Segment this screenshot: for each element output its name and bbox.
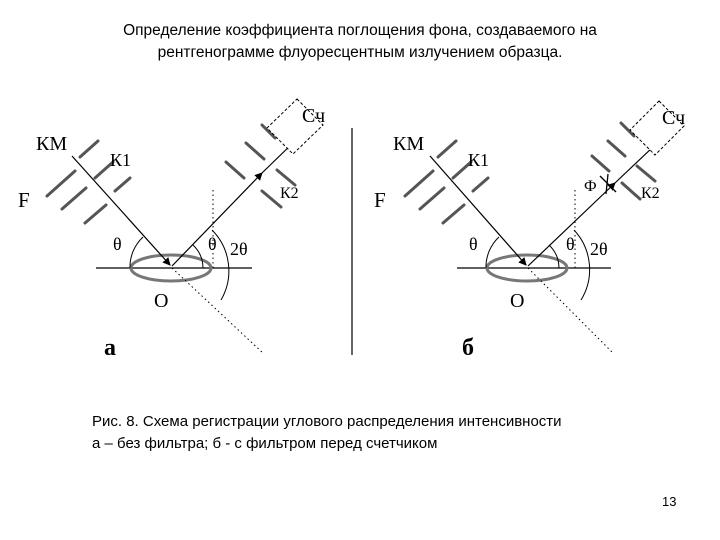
figure-caption (92, 411, 562, 455)
theta-right-label-a: θ (208, 234, 217, 254)
tube-label-a: КМ (36, 133, 68, 155)
title-line-1: Определение коэффициента поглощения фона, создаваемого на (123, 22, 597, 39)
panel-b-scheme (374, 101, 685, 361)
page-number: 13 (662, 494, 677, 509)
two-theta-label-a: 2θ (230, 239, 248, 259)
incident-beam-b (430, 156, 526, 265)
slit2-label-a: К2 (280, 185, 299, 202)
slit2-label-b: К2 (641, 185, 660, 202)
sample-label-a: О (154, 290, 169, 312)
caption-line-1: Рис. 8. Схема регистрации углового распределения интенсивности (92, 413, 562, 430)
sample-label-b: О (510, 290, 525, 312)
theta-left-label-b: θ (469, 234, 478, 254)
counter-label-b: Сч (662, 107, 686, 129)
title-line-2: рентгенограмме флуоресцентным излучением образца. (157, 44, 563, 61)
filter-label-a: F (18, 188, 30, 212)
theta-left-label-a: θ (113, 234, 122, 254)
two-theta-arc-b (574, 230, 590, 300)
theta-right-label-b: θ (566, 234, 575, 254)
caption-line-2: а – без фильтра; б - с фильтром перед счетчиком (92, 435, 438, 452)
slit1-label-b: К1 (468, 150, 490, 170)
diffracted-beam-a (172, 173, 262, 266)
counter-filter-label-b: Ф (584, 178, 597, 195)
counter-label-a: Сч (302, 105, 326, 127)
filter-label-b: F (374, 188, 386, 212)
transmitted-beam-a (172, 268, 264, 354)
panel-a-scheme (18, 99, 325, 361)
panel-label-b: б (462, 335, 474, 361)
tube-label-b: КМ (393, 133, 425, 155)
slit1-label-a: К1 (110, 150, 132, 170)
panel-label-a: а (104, 335, 116, 361)
two-theta-label-b: 2θ (590, 239, 608, 259)
